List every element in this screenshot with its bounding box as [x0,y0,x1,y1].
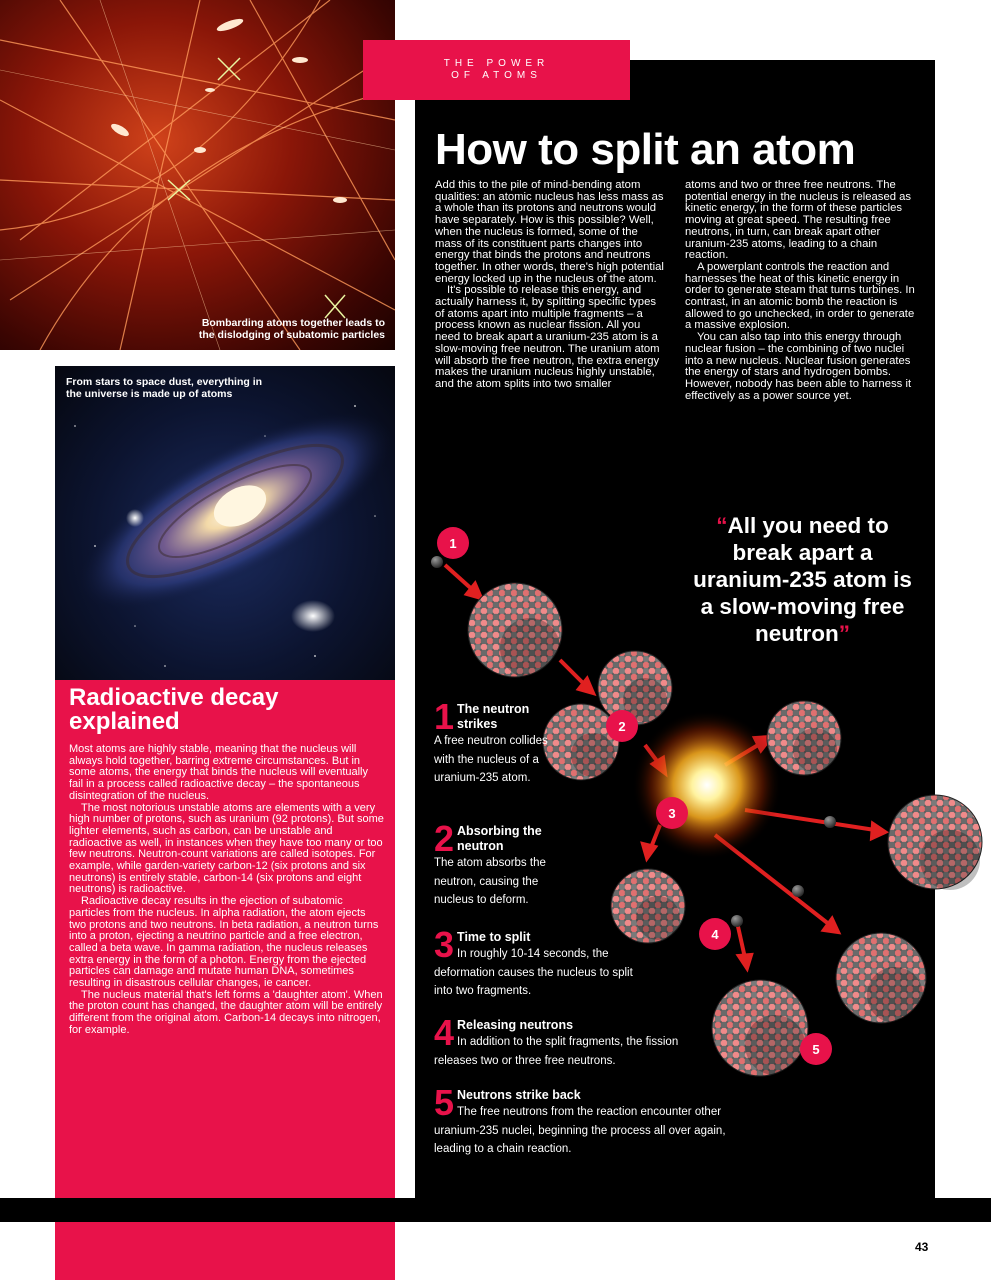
quote-text: All you need to break apart a uranium-235 atom is a slow-moving free neutron [693,513,912,646]
quote-open-mark: “ [716,513,728,538]
step-title: Releasing neutrons [457,1018,574,1032]
step-number: 1 [434,696,455,737]
step-2 [434,818,569,910]
step-5 [434,1082,734,1159]
step-number: 3 [434,924,455,965]
article-paragraph: It's possible to release this energy, and actually harness it, by splitting specific types of atoms apart into multiple fragments – a process known as nuclear fission. All you need to break apart a uranium-235 atom is a slow-moving free neutron. The uranium atom will absorb the free neutron, the extra energy makes the uranium nucleus highly unstable, and the atom splits into two smaller [435,284,660,390]
step-number: 5 [434,1082,455,1123]
diagram-badge-2: 2 [618,719,626,734]
step-number: 2 [434,818,455,859]
step-text: The atom absorbs the neutron, causing the nucleus to deform. [434,857,546,906]
step-title: Absorbing the neutron [457,824,542,853]
step-1 [434,696,554,788]
section-tag-line2: OF ATOMS [451,70,542,81]
galaxy-photo-caption: From stars to space dust, everything in the universe is made up of atoms [66,376,263,400]
sidebar-paragraph: The nucleus material that's left forms a 'daughter atom'. When the proton count has changed, the daughter atom will be entirely different from the original atom. Carbon-14 decays into nitrogen, for example. [69,988,383,1036]
sidebar-title: Radioactive decay explained [69,684,279,735]
particle-tracks [0,0,395,350]
step-title: Time to split [457,930,531,944]
quote-close-mark: ” [838,621,850,646]
article-paragraph: Add this to the pile of mind-bending atom qualities: an atomic nucleus has less mass as a whole than its protons and neutrons would have separately. How is this possible? Well, when the nucleus is formed, some of the mass of its constituent parts changes into energy that binds the protons and neutrons together. In other words, there's high potential energy locked up in the nucleus of the atom. [435,179,664,285]
article-headline: How to split an atom [435,125,856,174]
diagram-badge-5: 5 [812,1042,820,1057]
step-number: 4 [434,1012,455,1053]
sidebar-paragraph: Most atoms are highly stable, meaning that the nucleus will always hold together, barring extreme circumstances. But in some atoms, the energy that binds the nucleus will eventually fail in a process called radioactive decay – the spontaneous disintegration of the nucleus. [69,743,368,802]
galaxy-photo [55,366,395,680]
article-paragraph: A powerplant controls the reaction and harnesses the heat of this kinetic energy in order to generate steam that turns turbines. In contrast, in an atomic bomb the reaction is allowed to go unchecked, in order to generate a massive explosion. [685,260,915,332]
galaxy-image [55,366,395,680]
section-tag [363,40,630,100]
step-text: A free neutron collides with the nucleus of a uranium-235 atom. [434,735,548,784]
page-number: 43 [915,1240,929,1254]
article-paragraph: atoms and two or three free neutrons. The potential energy in the nucleus is released as kinetic energy, in the form of these particles moving at great speed. The resulting free neutrons, in turn, can break apart other uranium-235 atoms, leading to a chain reaction. [685,179,912,262]
step-text: In addition to the split fragments, the fission releases two or three free neutrons. [434,1036,679,1067]
particle-collision-photo [0,0,395,350]
article-column-2 [685,180,917,402]
sidebar-body [69,744,385,1037]
step-text: In roughly 10-14 seconds, the deformation causes the nucleus to split into two fragments. [434,948,633,997]
footer-bar [0,1198,991,1222]
fission-diagram [415,500,991,1100]
sidebar-paragraph: Radioactive decay results in the ejection of subatomic particles from the nucleus. In alpha radiation, the atom ejects two protons and two neutrons. In beta radiation, a neutron turns into a proton, ejecting a neutrino particle and a free electron, called a beta wave. In gamma radiation, the nucleus releases extra energy in the form of a photon. Energy from the ejected particles can damage and mutate human DNA, sometimes resulting in disastrous cellular changes, ie cancer. [69,895,379,990]
article-paragraph: You can also tap into this energy through nuclear fusion – the combining of two nuclei into a new nucleus. Nuclear fusion generates the energy of stars and hydrogen bombs. However, nobody has been able to harness it effectively as a power source yet. [685,331,912,402]
radioactive-decay-sidebar [55,680,395,1280]
diagram-badge-3: 3 [668,806,676,821]
particle-photo-caption: Bombarding atoms together leads to the dislodging of subatomic particles [198,317,385,341]
diagram-badge-4: 4 [711,927,719,942]
article-column-1 [435,180,667,391]
step-title: The neutron strikes [457,702,530,731]
step-4 [434,1012,684,1070]
step-text: The free neutrons from the reaction encounter other uranium-235 nuclei, beginning the process all over again, leading to a chain reaction. [434,1106,726,1155]
section-tag-line1: THE POWER [443,58,550,69]
step-title: Neutrons strike back [457,1088,581,1102]
sidebar-paragraph: The most notorious unstable atoms are elements with a very high number of protons, such as uranium (92 protons). But some lighter elements, such as carbon, can be unstable and radioactive as well, in instances when they have too many or too few neutrons. Neutron-count variations are called isotopes. For example, while garden-variety carbon-12 (six protons and six neutrons) is entirely stable, carbon-14 (six protons and eight neutrons) is radioactive. [69,801,384,896]
step-3 [434,924,634,1001]
diagram-badge-1: 1 [449,536,457,551]
